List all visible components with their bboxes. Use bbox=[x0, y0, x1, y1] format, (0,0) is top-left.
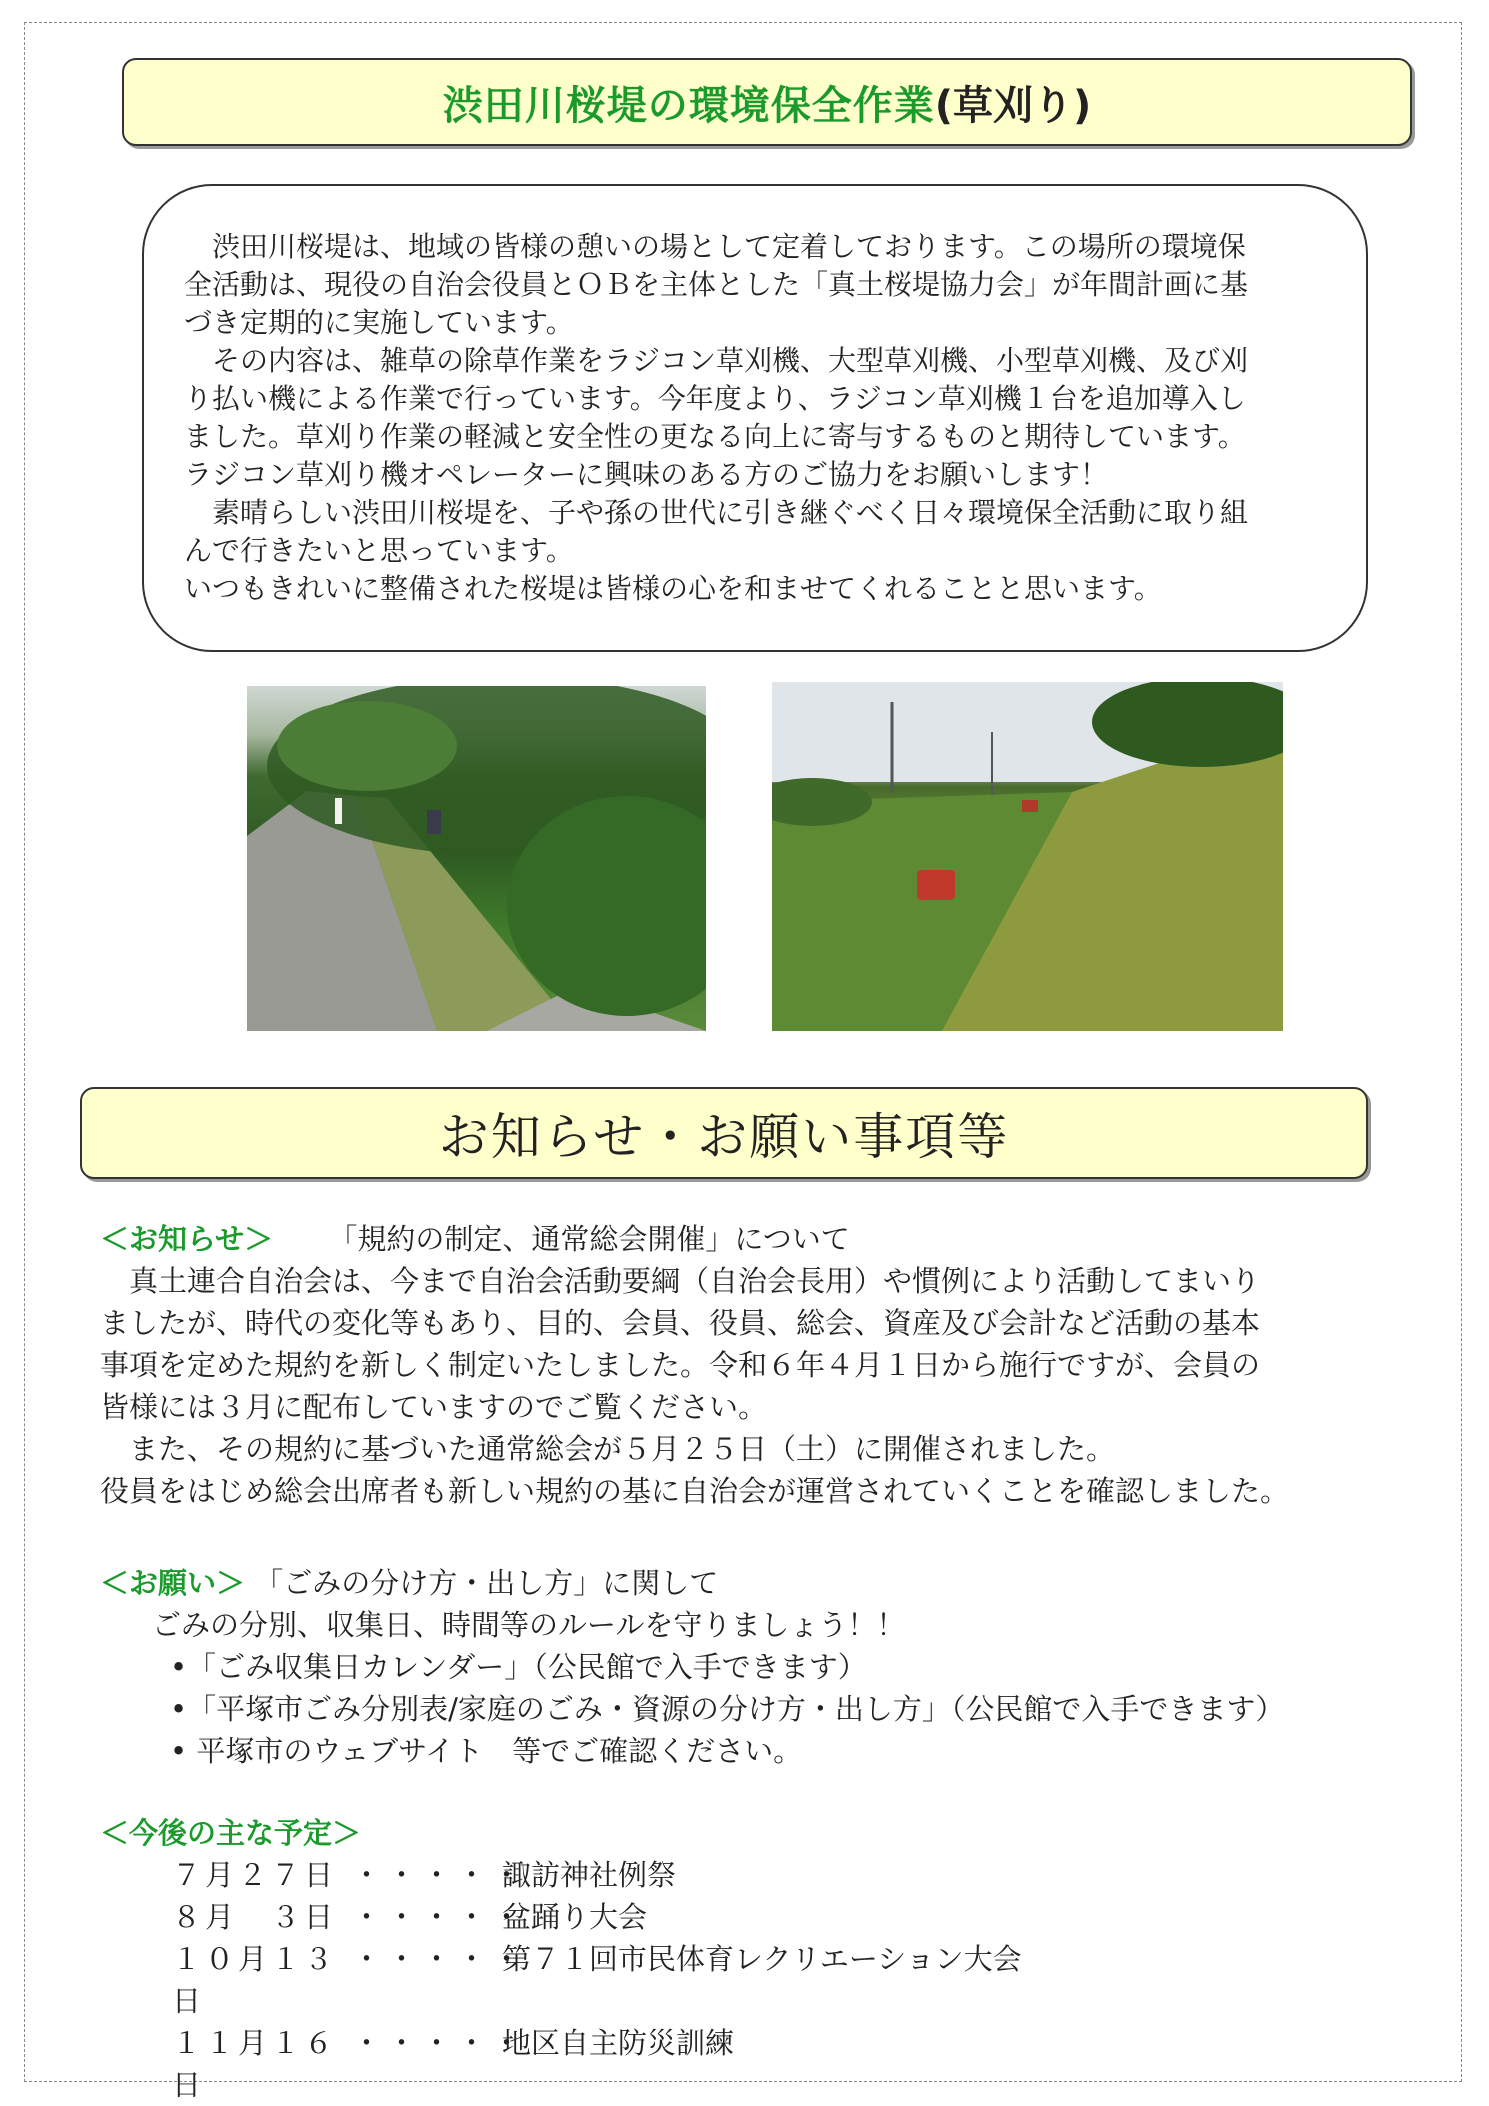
info-tag: ＜お知らせ＞ bbox=[100, 1222, 274, 1256]
info-line: ましたが、時代の変化等もあり、目的、会員、役員、総会、資産及び会計など活動の基本 bbox=[100, 1306, 1261, 1340]
schedule-row bbox=[100, 1938, 1440, 2022]
intro-line: づき定期的に実施しています。 bbox=[184, 306, 574, 339]
schedule-event: 第７１回市民体育レクリエーション大会 bbox=[502, 1942, 1022, 1976]
request-item: •「平塚市ごみ分別表/家庭のごみ・資源の分け方・出し方」（公民館で入手できます） bbox=[170, 1692, 1285, 1726]
schedule-row bbox=[100, 1896, 1440, 1938]
schedule-row bbox=[100, 1854, 1440, 1896]
request-tag: ＜お願い＞ bbox=[100, 1566, 246, 1600]
schedule-dots: ・・・・・ bbox=[352, 1942, 528, 1976]
info-line: また、その規約に基づいた通常総会が５月２５日（土）に開催されました。 bbox=[100, 1432, 1116, 1466]
info-line: 事項を定めた規約を新しく制定いたしました。令和６年４月１日から施行ですが、会員の bbox=[100, 1348, 1261, 1382]
request-item: •「ごみ収集日カレンダー」（公民館で入手できます） bbox=[170, 1650, 867, 1684]
info-subject: 「規約の制定、通常総会開催」について bbox=[328, 1222, 850, 1256]
request-lead: ごみの分別、収集日、時間等のルールを守りましょう！！ bbox=[152, 1608, 906, 1642]
photo-riverbank-path bbox=[247, 686, 706, 1031]
request-item: • 平塚市のウェブサイト 等でご確認ください。 bbox=[170, 1734, 803, 1768]
schedule-row bbox=[100, 2022, 1440, 2106]
photo-radio-mower-slope bbox=[772, 682, 1283, 1031]
schedule-section bbox=[100, 1812, 1440, 2106]
photo-riverbank-path-drawing bbox=[247, 686, 706, 1031]
intro-line: 渋田川桜堤は、地域の皆様の憩いの場として定着しております。この場所の環境保 bbox=[184, 230, 1246, 263]
schedule-heading bbox=[100, 1812, 1440, 1854]
schedule-date: ８月 ３日 bbox=[172, 1900, 338, 1934]
schedule-dots: ・・・・・ bbox=[352, 2026, 528, 2060]
intro-line: り払い機による作業で行っています。今年度より、ラジコン草刈機１台を追加導入し bbox=[184, 382, 1246, 415]
schedule-event: 盆踊り大会 bbox=[502, 1900, 648, 1934]
notices-title-box bbox=[80, 1087, 1368, 1179]
schedule-event: 諏訪神社例祭 bbox=[502, 1858, 677, 1892]
schedule-dots: ・・・・・ bbox=[352, 1858, 528, 1892]
page-title-paren: (草刈り) bbox=[934, 82, 1092, 129]
schedule-tag: ＜今後の主な予定＞ bbox=[100, 1816, 362, 1850]
notices-title: お知らせ・お願い事項等 bbox=[438, 1108, 1010, 1166]
schedule-date: １０月１３日 bbox=[172, 1942, 338, 2018]
intro-line: ました。草刈り作業の軽減と安全性の更なる向上に寄与するものと期待しています。 bbox=[184, 420, 1246, 453]
intro-line: 素晴らしい渋田川桜堤を、子や孫の世代に引き継ぐべく日々環境保全活動に取り組 bbox=[184, 496, 1249, 529]
page-title: 渋田川桜堤の環境保全作業 bbox=[442, 82, 935, 129]
schedule-date: １１月１６日 bbox=[172, 2026, 338, 2102]
request-subject: 「ごみの分け方・出し方」に関して bbox=[254, 1566, 719, 1600]
intro-line: 全活動は、現役の自治会役員とＯＢを主体とした「真土桜堤協力会」が年間計画に基 bbox=[184, 268, 1249, 301]
info-line: 皆様には３月に配布していますのでご覧ください。 bbox=[100, 1390, 768, 1424]
info-line: 真土連合自治会は、今まで自治会活動要綱（自治会長用）や慣例により活動してまいり bbox=[100, 1264, 1261, 1298]
schedule-date: ７月２７日 bbox=[172, 1858, 338, 1892]
schedule-event: 地区自主防災訓練 bbox=[502, 2026, 735, 2060]
info-line: 役員をはじめ総会出席者も新しい規約の基に自治会が運営されていくことを確認しました。 bbox=[100, 1474, 1290, 1508]
photo-radio-mower-slope-drawing bbox=[772, 682, 1283, 1031]
intro-box bbox=[142, 184, 1368, 652]
request-section bbox=[100, 1562, 1440, 1772]
info-section bbox=[100, 1218, 1440, 1512]
request-heading bbox=[100, 1562, 1440, 1604]
info-heading bbox=[100, 1218, 1440, 1260]
intro-line: いつもきれいに整備された桜堤は皆様の心を和ませてくれることと思います。 bbox=[184, 572, 1162, 605]
header-title-box bbox=[122, 58, 1412, 146]
intro-line: ラジコン草刈り機オペレーターに興味のある方のご協力をお願いします！ bbox=[184, 458, 1109, 491]
intro-line: んで行きたいと思っています。 bbox=[184, 534, 574, 567]
intro-line: その内容は、雑草の除草作業をラジコン草刈機、大型草刈機、小型草刈機、及び刈 bbox=[184, 344, 1249, 377]
schedule-dots: ・・・・・ bbox=[352, 1900, 528, 1934]
